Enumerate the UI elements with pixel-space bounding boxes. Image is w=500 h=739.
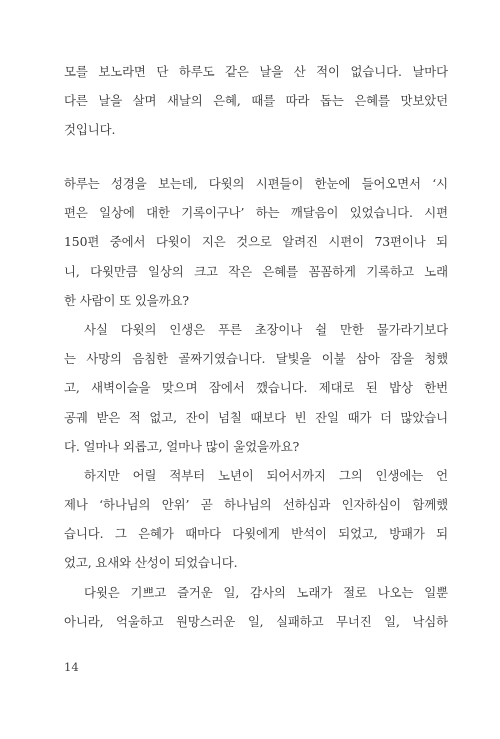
text-line: 모를 보노라면 단 하루도 같은 날을 산 적이 없습니다. 날마다 — [64, 64, 448, 79]
paragraph-4 — [64, 461, 448, 578]
text-line: 제나 ‘하나님의 안위’ 곧 하나님의 선하심과 인자하심이 함께했 — [64, 497, 448, 513]
paragraph-3 — [64, 315, 448, 461]
paragraph-1 — [64, 57, 448, 145]
text-line: 다른 날을 살며 새날의 은혜, 때를 따라 돕는 은혜를 맛보았던 — [64, 93, 448, 109]
paragraph-2 — [64, 169, 448, 315]
text-line: 아니라, 억울하고 원망스러운 일, 실패하고 무너진 일, 낙심하 — [64, 613, 448, 629]
text-line: 다. 얼마나 외롭고, 얼마나 많이 울었을까요? — [64, 438, 300, 454]
text-block-top — [64, 57, 448, 145]
text-line: 는 사망의 음침한 골짜기였습니다. 달빛을 이불 삼아 잠을 청했 — [64, 351, 449, 367]
text-line: 고, 새벽이슬을 맞으며 잠에서 깼습니다. 제대로 된 밥상 한번 — [64, 380, 448, 396]
text-line: 니, 다윗만큼 일상의 크고 작은 은혜를 꼼꼼하게 기록하고 노래 — [64, 263, 448, 279]
text-line: 편은 일상에 대한 기록이구나’ 하는 깨달음이 있었습니다. 시편 — [64, 205, 448, 221]
text-line: 었고, 요새와 산성이 되었습니다. — [64, 555, 238, 571]
text-line: 사실 다윗의 인생은 푸른 초장이나 쉴 만한 물가라기보다 — [84, 321, 448, 337]
text-line: 한 사람이 또 있을까요? — [64, 292, 189, 308]
text-line: 다윗은 기쁘고 즐거운 일, 감사의 노래가 절로 나오는 일뿐 — [84, 584, 448, 600]
text-line: 습니다. 그 은혜가 때마다 다윗에게 반석이 되었고, 방패가 되 — [64, 526, 448, 542]
text-line: 150편 중에서 다윗이 지은 것으로 알려진 시편이 73편이나 되 — [64, 234, 448, 250]
paragraph-5 — [64, 578, 448, 636]
text-block-main — [64, 169, 448, 636]
text-line: 것입니다. — [64, 122, 116, 138]
text-line: 하루는 성경을 보는데, 다윗의 시편들이 한눈에 들어오면서 ‘시 — [64, 176, 448, 191]
text-line: 공궤 받은 적 없고, 잔이 넘칠 때보다 빈 잔일 때가 더 많았습니 — [64, 409, 448, 425]
page-number: 14 — [64, 660, 79, 674]
text-line: 하지만 어릴 적부터 노년이 되어서까지 그의 인생에는 언 — [84, 467, 448, 483]
